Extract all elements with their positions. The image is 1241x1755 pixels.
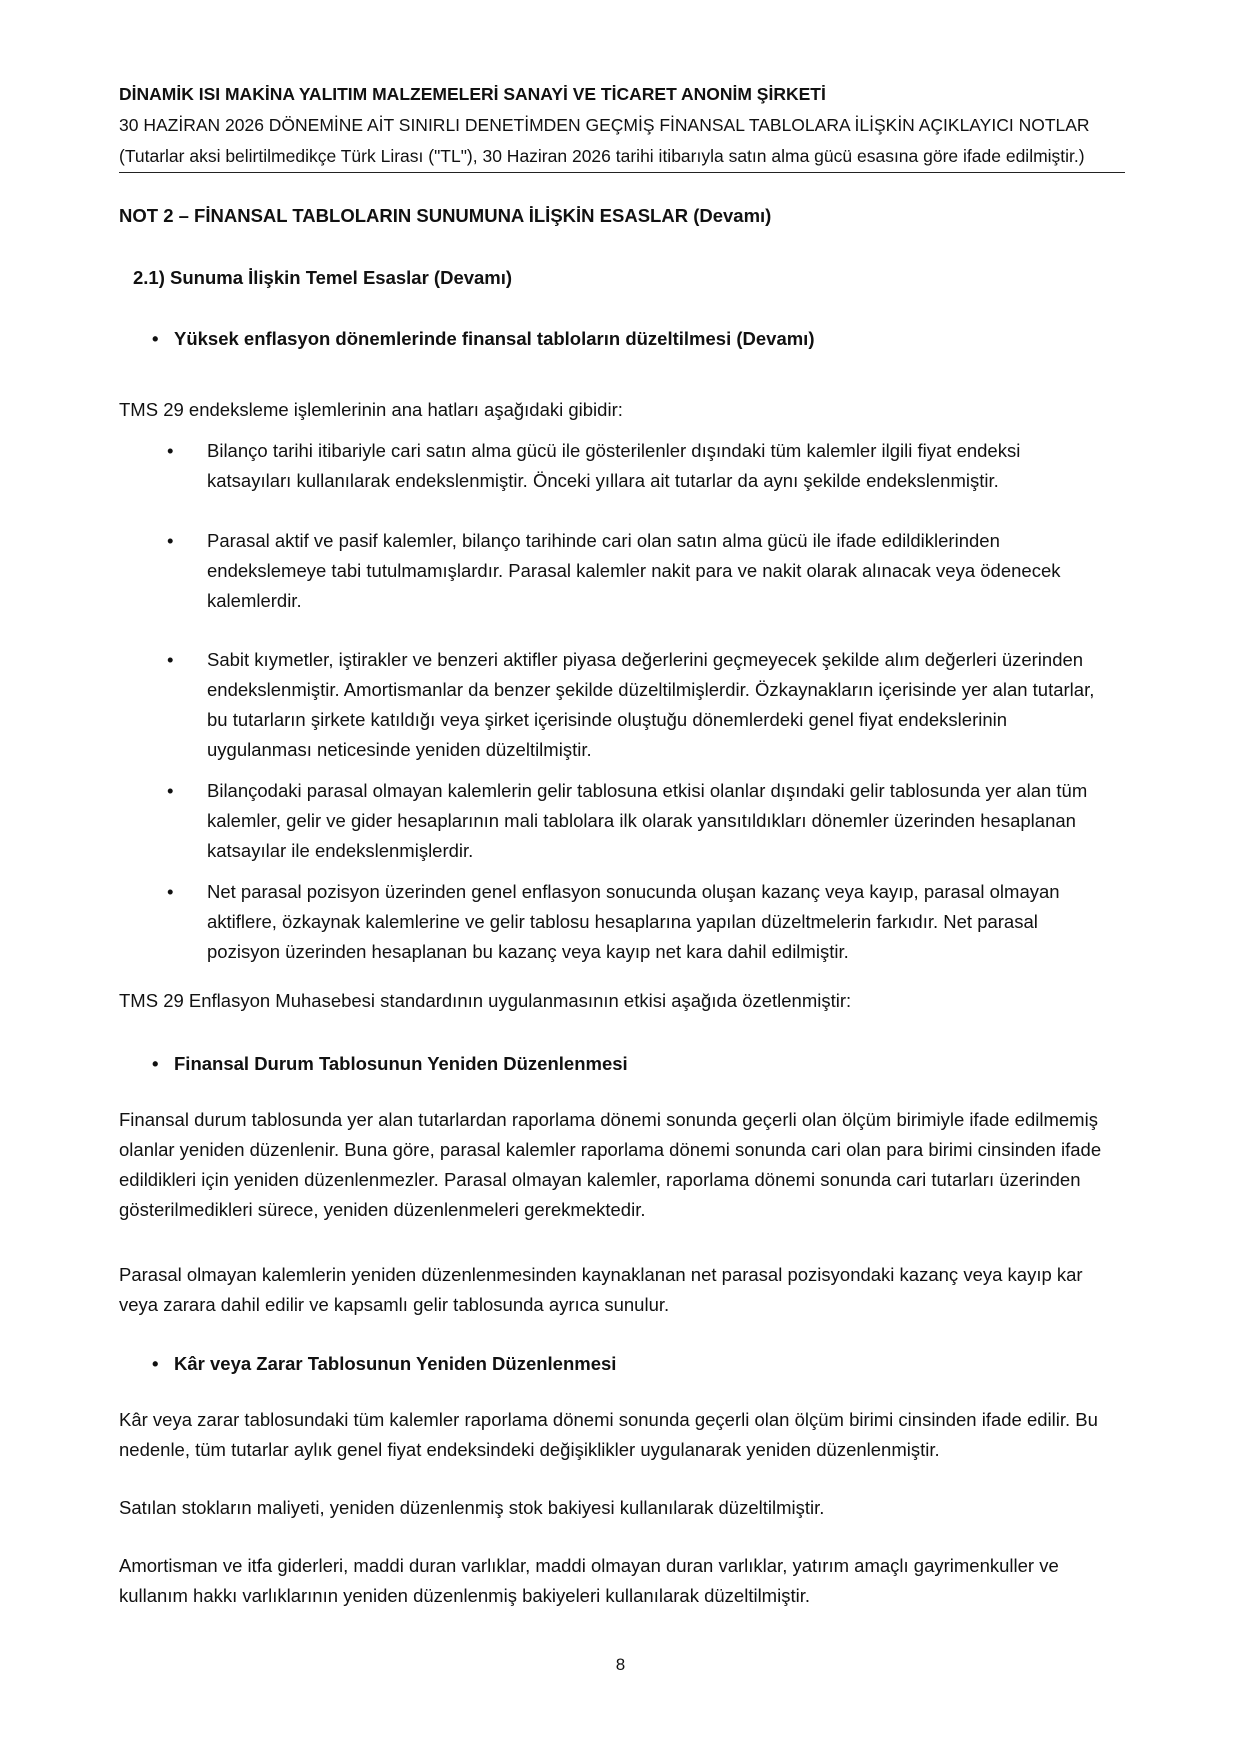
- text-line: Parasal olmayan kalemlerin yeniden düzenlenmesinden kaynaklanan net parasal pozisyondaki kazanç veya kayıp kar: [119, 1264, 1083, 1285]
- financial-position-paragraph-1: [119, 1105, 1125, 1225]
- bullet-icon: •: [152, 1353, 159, 1374]
- tms29-intro: TMS 29 endeksleme işlemlerinin ana hatları aşağıdaki gibidir:: [119, 399, 623, 420]
- page-number: 8: [615, 1655, 626, 1674]
- list-item: [119, 436, 1125, 496]
- heading-inflation-adjustment: [152, 328, 814, 350]
- tms29-summary-intro: TMS 29 Enflasyon Muhasebesi standardının uygulanmasının etkisi aşağıda özetlenmiştir:: [119, 990, 852, 1011]
- text-line: kullanım hakkı varlıklarının yeniden düzenlenmiş bakiyeleri kullanılarak düzeltilmiştir.: [119, 1585, 810, 1606]
- list-line: Bilançodaki parasal olmayan kalemlerin gelir tablosuna etkisi olanlar dışındaki gelir tablosunda yer alan tüm: [207, 780, 1088, 801]
- list-line: Net parasal pozisyon üzerinden genel enflasyon sonucunda oluşan kazanç veya kayıp, parasal olmayan: [207, 881, 1060, 902]
- list-item: [119, 877, 1125, 967]
- list-line: endekslenmiştir. Amortismanlar da benzer şekilde düzeltilmişlerdir. Özkaynakların içerisinde yer alan tutarlar,: [207, 679, 1095, 700]
- profit-loss-paragraph-2: Satılan stokların maliyeti, yeniden düzenlenmiş stok bakiyesi kullanılarak düzeltilmiştir.: [119, 1497, 825, 1518]
- heading-financial-position-restatement: [152, 1053, 628, 1075]
- list-line: uygulanması neticesinde yeniden düzeltilmiştir.: [207, 739, 592, 760]
- list-line: kalemlerdir.: [207, 590, 302, 611]
- list-line: katsayılar ile endekslenmişlerdir.: [207, 840, 474, 861]
- list-item: [119, 526, 1125, 616]
- section-title: 2.1) Sunuma İlişkin Temel Esaslar (Devamı): [133, 267, 513, 288]
- list-line: kalemler, gelir ve gider hesaplarının mali tablolara ilk olarak yansıtıldıkları dönemler üzerinden hesaplanan: [207, 810, 1076, 831]
- report-title: 30 HAZİRAN 2026 DÖNEMİNE AİT SINIRLI DENETİMDEN GEÇMİŞ FİNANSAL TABLOLARA İLİŞKİN AÇIKLAYICI NOTLAR: [119, 115, 1090, 135]
- list-line: Bilanço tarihi itibariyle cari satın alma gücü ile gösterilenler dışındaki tüm kalemler ilgili fiyat endeksi: [207, 440, 1021, 461]
- text-line: olanlar yeniden düzenlenir. Buna göre, parasal kalemler raporlama dönemi sonunda cari olan para birimi cinsinden ifade: [119, 1139, 1102, 1160]
- bullet-icon: •: [167, 440, 174, 461]
- text-line: Kâr veya zarar tablosundaki tüm kalemler raporlama dönemi sonunda geçerli olan ölçüm birimi cinsinden ifade edilir. Bu: [119, 1409, 1098, 1430]
- list-line: bu tutarların şirkete katıldığı veya şirket içerisinde oluştuğu dönemlerdeki genel fiyat endekslerinin: [207, 709, 1008, 730]
- bullet-icon: •: [167, 530, 174, 551]
- text-line: Amortisman ve itfa giderleri, maddi duran varlıklar, maddi olmayan duran varlıklar, yatırım amaçlı gayrimenkuller ve: [119, 1555, 1059, 1576]
- list-line: Parasal aktif ve pasif kalemler, bilanço tarihinde cari olan satın alma gücü ile ifade edildiklerinden: [207, 530, 1000, 551]
- bullet-icon: •: [167, 881, 174, 902]
- list-item: [119, 776, 1125, 866]
- financial-position-paragraph-2: [119, 1260, 1125, 1320]
- list-item: [119, 645, 1125, 765]
- list-line: pozisyon üzerinden hesaplanan bu kazanç veya kayıp net kara dahil edilmiştir.: [207, 941, 849, 962]
- bullet-icon: •: [167, 649, 174, 670]
- heading-text: Finansal Durum Tablosunun Yeniden Düzenlenmesi: [174, 1053, 628, 1074]
- text-line: Finansal durum tablosunda yer alan tutarlardan raporlama dönemi sonunda geçerli olan ölçüm birimiyle ifade edilmemiş: [119, 1109, 1098, 1130]
- tms29-bullet-list: [119, 436, 1125, 967]
- header-divider: [119, 172, 1125, 173]
- list-line: endekslemeye tabi tutulmamışlardır. Parasal kalemler nakit para ve nakit olarak alınacak veya ödenecek: [207, 560, 1061, 581]
- text-line: gösterilmedikleri sürece, yeniden düzenlenmeleri gerekmektedir.: [119, 1199, 646, 1220]
- heading-text: Yüksek enflasyon dönemlerinde finansal tabloların düzeltilmesi (Devamı): [174, 328, 815, 349]
- text-line: veya zarara dahil edilir ve kapsamlı gelir tablosunda ayrıca sunulur.: [119, 1294, 670, 1315]
- list-line: aktiflere, özkaynak kalemlerine ve gelir tablosu hesaplarına yapılan düzeltmelerin farkıdır. Net parasal: [207, 911, 1038, 932]
- currency-note: (Tutarlar aksi belirtilmedikçe Türk Lirası ("TL"), 30 Haziran 2026 tarihi itibarıyla satın alma gücü esasına göre ifade edilmiştir.): [119, 146, 1085, 166]
- heading-profit-loss-restatement: [152, 1353, 616, 1375]
- note-title: NOT 2 – FİNANSAL TABLOLARIN SUNUMUNA İLİŞKİN ESASLAR (Devamı): [119, 205, 772, 226]
- list-line: Sabit kıymetler, iştirakler ve benzeri aktifler piyasa değerlerini geçmeyecek şekilde alım değerleri üzerinden: [207, 649, 1084, 670]
- profit-loss-paragraph-1: [119, 1405, 1125, 1465]
- text-line: nedenle, tüm tutarlar aylık genel fiyat endeksindeki değişiklikler uygulanarak yeniden düzenlenmiştir.: [119, 1439, 940, 1460]
- heading-text: Kâr veya Zarar Tablosunun Yeniden Düzenlenmesi: [174, 1353, 617, 1374]
- text-line: edildikleri için yeniden düzenlenmezler. Parasal olmayan kalemler, raporlama dönemi sonunda cari tutarları üzerinden: [119, 1169, 1081, 1190]
- list-line: katsayıları kullanılarak endekslenmiştir. Önceki yıllara ait tutarlar da aynı şekilde endekslenmiştir.: [207, 470, 999, 491]
- bullet-icon: •: [152, 1053, 159, 1074]
- bullet-icon: •: [167, 780, 174, 801]
- company-name: DİNAMİK ISI MAKİNA YALITIM MALZEMELERİ SANAYİ VE TİCARET ANONİM ŞİRKETİ: [119, 84, 826, 104]
- bullet-icon: •: [152, 328, 159, 349]
- page-header: [119, 82, 1125, 168]
- profit-loss-paragraph-3: [119, 1551, 1125, 1611]
